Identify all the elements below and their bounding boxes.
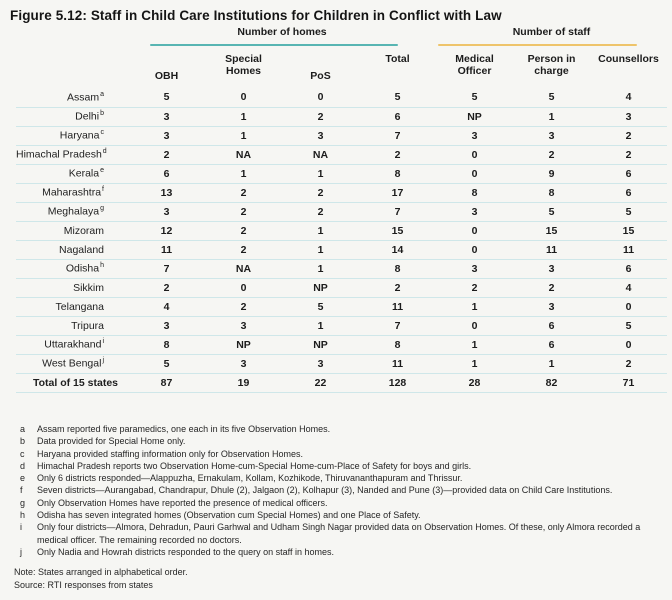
footnote-text: Only 6 districts responded—Alappuzha, Ernakulam, Kollam, Kozhikode, Thiruvananthapuram and Thrissur.	[37, 473, 463, 484]
table-row	[16, 278, 667, 297]
footnote-letter: j	[20, 546, 22, 557]
value-cell: 15	[622, 224, 635, 237]
table-row	[16, 240, 667, 259]
value-cell: 0	[471, 243, 478, 256]
value-cell: NA	[312, 148, 329, 161]
value-cell: NP	[313, 338, 328, 351]
column-header-medical-officer: Medical Officer	[455, 53, 494, 78]
value-cell: 6	[625, 167, 632, 180]
staff-table	[16, 26, 667, 393]
footnote	[20, 497, 656, 509]
value-cell: 2	[317, 205, 324, 218]
value-cell: 6	[163, 167, 170, 180]
value-cell: 3	[240, 319, 247, 332]
value-cell: 8	[394, 262, 401, 275]
table-row	[16, 202, 667, 221]
table-row	[16, 354, 667, 373]
state-label: Nagaland	[59, 243, 104, 256]
footnote-letter: i	[20, 522, 22, 533]
footnote-marker: b	[100, 110, 104, 118]
value-cell: 0	[625, 338, 632, 351]
footnote-marker: a	[100, 91, 104, 98]
footnote	[20, 472, 656, 484]
value-cell: 128	[388, 376, 407, 389]
value-cell: 5	[548, 205, 555, 218]
value-cell: 2	[625, 148, 632, 161]
value-cell: 7	[394, 205, 401, 218]
footnote-letter: b	[20, 436, 26, 447]
value-cell: 11	[391, 357, 404, 370]
value-cell: 3	[471, 262, 478, 275]
footnote-marker: j	[102, 357, 104, 365]
value-cell: 1	[548, 357, 555, 370]
value-cell: 11	[622, 243, 635, 256]
footnote-text: Assam reported five paramedics, one each in its five Observation Homes.	[37, 424, 331, 434]
value-cell: 0	[625, 300, 632, 313]
value-cell: 28	[468, 376, 481, 389]
value-cell: 3	[317, 129, 324, 142]
value-cell: 8	[394, 167, 401, 180]
value-cell: 12	[160, 224, 173, 237]
value-cell: 9	[548, 167, 555, 180]
value-cell: NP	[467, 110, 482, 123]
value-cell: 8	[163, 338, 170, 351]
value-cell: 4	[625, 91, 632, 104]
value-cell: 15	[545, 224, 558, 237]
table-row	[16, 88, 667, 107]
footnote-marker: g	[100, 205, 104, 213]
footnote-text: Haryana provided staffing information only for Observation Homes.	[37, 448, 303, 459]
value-cell: 5	[625, 319, 632, 332]
footnote-text: Only Observation Homes have reported the presence of medical officers.	[37, 497, 328, 508]
value-cell: 3	[317, 357, 324, 370]
footnote	[20, 423, 656, 435]
table-row	[16, 183, 667, 202]
value-cell: 15	[391, 224, 404, 237]
column-header-special-homes: Special Homes	[225, 53, 262, 78]
value-cell: 4	[163, 300, 170, 313]
state-label: Himachal Pradesh$^d$	[16, 148, 107, 161]
value-cell: 8	[471, 186, 478, 199]
value-cell: 2	[240, 224, 247, 237]
value-cell: 3	[548, 129, 555, 142]
table-row	[16, 164, 667, 183]
value-cell: 2	[163, 148, 170, 161]
value-cell: 1	[317, 167, 324, 180]
value-cell: 1	[471, 338, 478, 351]
footnote	[20, 448, 656, 460]
value-cell: 1	[240, 110, 247, 123]
column-header-state	[16, 46, 128, 88]
value-cell: 3	[471, 129, 478, 142]
value-cell: 13	[160, 186, 173, 199]
value-cell: 1	[240, 167, 247, 180]
table-row	[16, 316, 667, 335]
value-cell: 5	[471, 91, 478, 104]
column-header-total: Total	[385, 53, 410, 65]
footnote-text: Data provided for Special Home only.	[37, 436, 186, 447]
value-cell: 3	[471, 205, 478, 218]
figure-title: Figure 5.12: Staff in Child Care Institutions for Children in Conflict with Law	[10, 8, 502, 23]
value-cell: 7	[163, 262, 170, 275]
endnotes	[14, 566, 188, 592]
footnote-marker: d	[102, 148, 107, 156]
footnote-letter: a	[20, 424, 26, 434]
value-cell: 5	[625, 205, 632, 218]
group-header-row	[16, 26, 667, 46]
value-cell: 8	[394, 338, 401, 351]
state-label: Tripura	[71, 319, 104, 332]
footnote-text: Himachal Pradesh reports two Observation Home-cum-Special Home-cum-Place of Safety for boys and girls.	[37, 460, 472, 471]
column-header-obh: OBH	[154, 69, 179, 82]
value-cell: 2	[317, 110, 324, 123]
value-cell: NA	[235, 148, 252, 161]
value-cell: 5	[548, 91, 555, 104]
footnote-letter: g	[20, 497, 26, 508]
value-cell: 5	[163, 91, 170, 104]
group-header-homes	[128, 26, 436, 46]
value-cell: 6	[625, 262, 632, 275]
footnote-marker: h	[100, 262, 104, 270]
table-body	[16, 88, 667, 392]
column-header-row	[16, 46, 667, 88]
state-label: Uttarakhand$^i$	[44, 338, 104, 351]
value-cell: 2	[240, 205, 247, 218]
value-cell: 7	[394, 319, 401, 332]
value-cell: 0	[240, 281, 247, 294]
value-cell: 5	[163, 357, 170, 370]
footnote-letter: e	[20, 473, 26, 484]
value-cell: 1	[317, 262, 324, 275]
footnote-text: Only Nadia and Howrah districts responded to the query on staff in homes.	[37, 546, 334, 557]
value-cell: 1	[548, 110, 555, 123]
state-label: Assam$^a$	[67, 91, 104, 104]
value-cell: 6	[625, 186, 632, 199]
state-label: Meghalaya$^g$	[47, 205, 104, 218]
value-cell: 82	[545, 376, 558, 389]
footnote-letter: f	[20, 485, 23, 496]
value-cell: 6	[548, 338, 555, 351]
footnote-letter: d	[20, 460, 26, 471]
value-cell: 6	[394, 110, 401, 123]
value-cell: 1	[317, 319, 324, 332]
value-cell: 2	[548, 148, 555, 161]
footnote	[20, 460, 656, 472]
value-cell: 3	[163, 129, 170, 142]
value-cell: 2	[548, 281, 555, 294]
footnote	[20, 521, 656, 546]
value-cell: 7	[394, 129, 401, 142]
value-cell: 11	[160, 243, 173, 256]
value-cell: 1	[240, 129, 247, 142]
value-cell: 14	[391, 243, 404, 256]
footnote-text: Odisha has seven integrated homes (Observation cum Special Homes) and one Place of Safety.	[37, 510, 421, 521]
column-header-person-in-charge: Person in charge	[527, 53, 576, 78]
table-row	[16, 297, 667, 316]
value-cell: 3	[163, 319, 170, 332]
value-cell: 2	[163, 281, 170, 294]
table-row	[16, 335, 667, 354]
value-cell: 2	[394, 281, 401, 294]
value-cell: 0	[471, 167, 478, 180]
value-cell: NA	[235, 262, 252, 275]
value-cell: 2	[394, 148, 401, 161]
value-cell: NP	[236, 338, 251, 351]
group-label-homes: Number of homes	[237, 26, 327, 38]
value-cell: 1	[317, 243, 324, 256]
value-cell: 0	[317, 91, 324, 104]
state-label: Telangana	[55, 300, 104, 313]
table-row	[16, 221, 667, 240]
value-cell: 3	[548, 262, 555, 275]
group-header-spacer	[16, 26, 128, 46]
value-cell: 22	[314, 376, 327, 389]
value-cell: 2	[625, 357, 632, 370]
value-cell: 3	[163, 205, 170, 218]
state-label: Maharashtra$^f$	[42, 186, 104, 199]
state-label: Sikkim	[73, 281, 104, 294]
value-cell: 0	[471, 224, 478, 237]
footnote	[20, 546, 656, 558]
value-cell: 19	[237, 376, 250, 389]
state-label: Kerala$^e$	[68, 167, 104, 180]
state-label: Delhi$^b$	[75, 110, 104, 123]
value-cell: 1	[471, 357, 478, 370]
value-cell: 1	[317, 224, 324, 237]
value-cell: 3	[548, 300, 555, 313]
value-cell: 5	[317, 300, 324, 313]
total-row	[16, 373, 667, 392]
table-row	[16, 145, 667, 164]
value-cell: 5	[394, 91, 401, 104]
footnote-marker: e	[100, 167, 104, 175]
footnote-marker: i	[102, 338, 104, 346]
value-cell: 2	[317, 186, 324, 199]
value-cell: 0	[240, 91, 247, 104]
value-cell: 11	[545, 243, 558, 256]
value-cell: 2	[240, 186, 247, 199]
state-label: Total of 15 states	[33, 376, 118, 389]
state-label: Haryana$^c$	[59, 129, 104, 142]
footnote-marker: f	[102, 186, 104, 194]
value-cell: 0	[471, 319, 478, 332]
column-header-counsellors: Counsellors	[598, 53, 659, 65]
source-line: Source: RTI responses from states	[14, 580, 153, 590]
note-line: Note: States arranged in alphabetical order.	[14, 567, 188, 577]
value-cell: 3	[625, 110, 632, 123]
group-header-staff	[436, 26, 667, 46]
footnote	[20, 435, 656, 447]
state-label: Odisha$^h$	[65, 262, 104, 275]
value-cell: 1	[471, 300, 478, 313]
footnote-marker: c	[100, 129, 104, 137]
group-label-staff: Number of staff	[512, 26, 591, 38]
state-label: Mizoram	[63, 224, 104, 237]
footnote-letter: c	[20, 448, 25, 459]
value-cell: 11	[391, 300, 404, 313]
footnote-text: Only four districts—Almora, Dehradun, Pauri Garhwal and Udham Singh Nagar provided data on Observation Homes. Of these, only Almora recorded a medical officer. The remaining recorded no doctors.	[37, 522, 641, 545]
value-cell: 3	[163, 110, 170, 123]
footnotes	[20, 423, 656, 558]
value-cell: 3	[240, 357, 247, 370]
table-row	[16, 259, 667, 278]
value-cell: 4	[625, 281, 632, 294]
footnote	[20, 484, 656, 496]
table-row	[16, 107, 667, 126]
value-cell: NP	[313, 281, 328, 294]
value-cell: 8	[548, 186, 555, 199]
footnote	[20, 509, 656, 521]
table-row	[16, 126, 667, 145]
value-cell: 2	[240, 243, 247, 256]
value-cell: 0	[471, 148, 478, 161]
value-cell: 87	[160, 376, 173, 389]
value-cell: 6	[548, 319, 555, 332]
value-cell: 17	[391, 186, 404, 199]
value-cell: 71	[622, 376, 635, 389]
value-cell: 2	[471, 281, 478, 294]
state-label: West Bengal$^j$	[42, 357, 104, 370]
column-header-pos: PoS	[310, 69, 331, 82]
footnote-letter: h	[20, 510, 26, 521]
footnote-text: Seven districts—Aurangabad, Chandrapur, Dhule (2), Jalgaon (2), Kolhapur (3), Nanded and Pune (3)—provided data on Child Care Institutions.	[37, 485, 613, 496]
value-cell: 2	[625, 129, 632, 142]
value-cell: 2	[240, 300, 247, 313]
